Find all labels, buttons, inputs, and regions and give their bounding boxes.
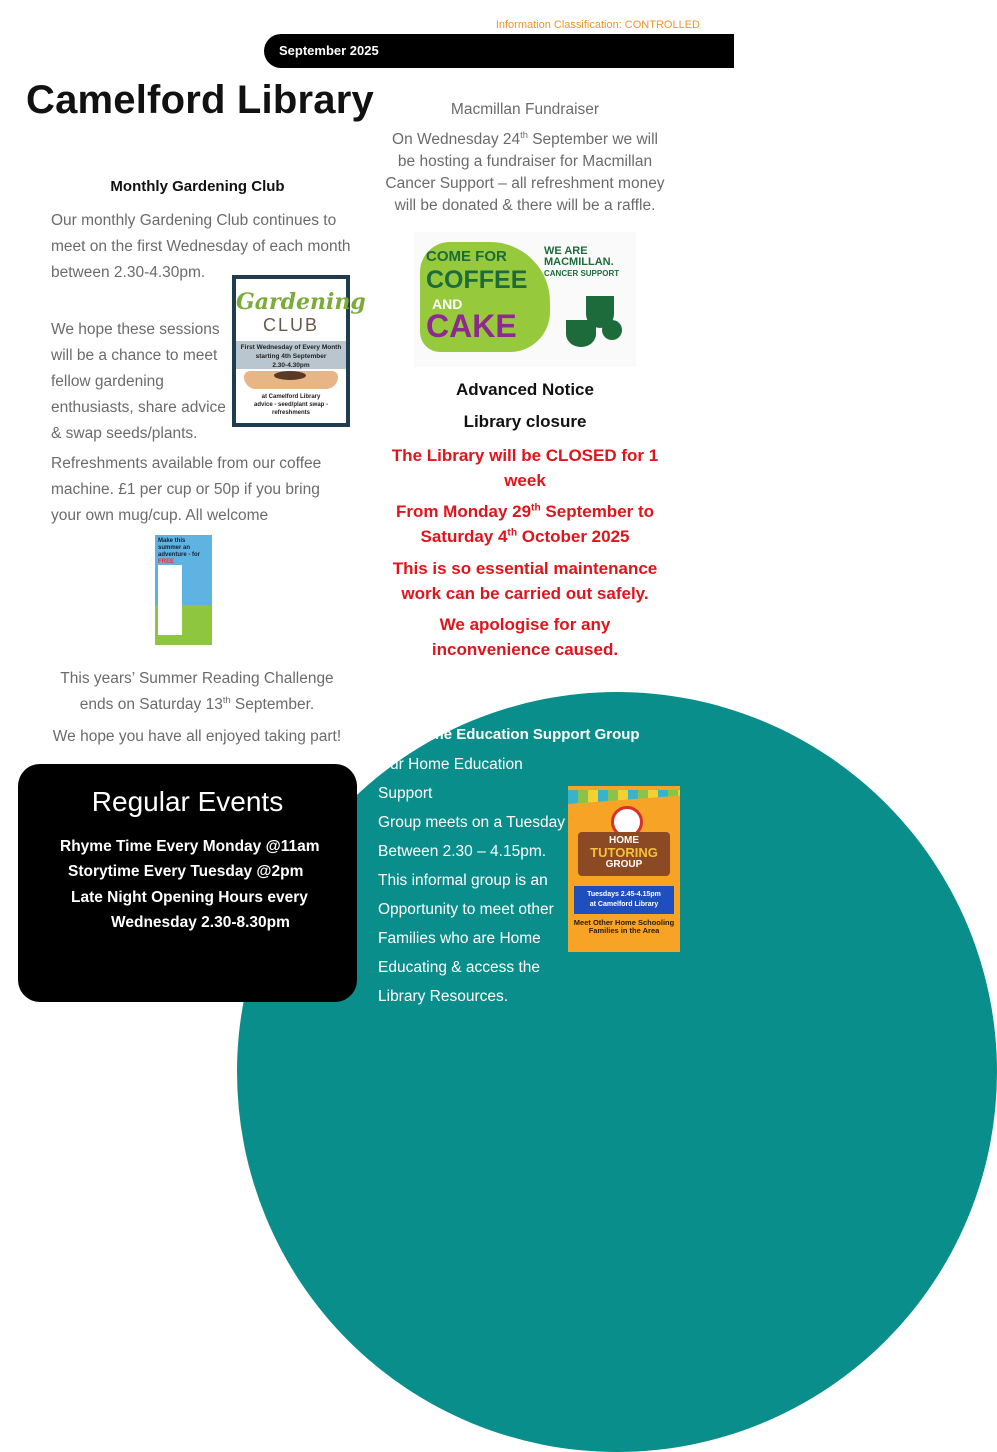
- macmillan-text: On Wednesday 24: [392, 131, 521, 148]
- date-banner: [264, 34, 734, 68]
- gardening-club-poster: [232, 275, 366, 427]
- home-education-line: Library Resources.: [378, 988, 509, 1005]
- poster-tutoring: TUTORING: [590, 845, 658, 860]
- home-education-line: Opportunity to meet other: [378, 901, 554, 918]
- closure-date-text: September to Saturday 4: [420, 502, 655, 546]
- wooden-sign: [578, 832, 670, 876]
- ordinal: th: [222, 694, 231, 705]
- summer-poster-footer-bar: [155, 645, 212, 655]
- ordinal: th: [507, 527, 518, 539]
- closure-reason: This is so essential maintenance work can be carried out safely.: [392, 559, 658, 603]
- event-late-night-time: [111, 914, 290, 932]
- summer-text: This years’ Summer Reading Challenge ends on Saturday 13: [60, 670, 334, 713]
- regular-events-title: Regular Events: [91, 786, 284, 817]
- summer-poster-title-text: Make this summer an adventure - for: [158, 538, 201, 558]
- closure-apology: We apologise for any inconvenience caused.: [431, 615, 619, 659]
- poster-schedule-box: [574, 886, 674, 914]
- closure-date-text: From Monday 29: [395, 502, 532, 521]
- event-late-night: Late Night Opening Hours every: [71, 889, 308, 906]
- home-education-line: Families who are Home: [378, 930, 541, 947]
- closure-duration: The Library will be CLOSED for 1 week: [391, 446, 659, 490]
- poster-home: HOME: [609, 835, 639, 846]
- home-education-line: This informal group is an: [378, 872, 548, 889]
- event-hours: 2.30-8.30pm: [196, 914, 290, 931]
- poster-band: [236, 341, 346, 369]
- poster-schedule-line: Tuesdays 2.45-4.15pm: [587, 891, 661, 898]
- home-education-line: Our Home Education Support: [378, 756, 523, 802]
- logo-text: CANCER SUPPORT: [544, 269, 620, 278]
- poster-band-line: 2.30-4.30pm: [272, 362, 310, 369]
- closure-dates: [382, 499, 668, 549]
- macmillan-text: September we will be hosting a fundraiser for Macmillan Cancer Support – all refreshment money will be donated & there will be a raffle.: [385, 131, 665, 214]
- home-education-line: Group meets on a Tuesday: [378, 814, 565, 831]
- poster-group: GROUP: [605, 859, 643, 870]
- regular-events-panel: [18, 764, 357, 1002]
- logo-and: AND: [432, 296, 463, 312]
- logo-come-for: COME FOR: [426, 248, 507, 265]
- classification-label: Information Classification: CONTROLLED: [495, 19, 700, 31]
- poster-title: Gardening: [236, 289, 366, 315]
- poster-meet-text: Meet Other Home Schooling Families in the Area: [573, 918, 675, 935]
- summer-text: September.: [230, 696, 315, 713]
- home-education-line: Educating & access the: [378, 959, 540, 976]
- gardening-para-1: Our monthly Gardening Club continues to meet on the first Wednesday of each month between 2.30-4.30pm.: [51, 212, 351, 281]
- macmillan-body: [384, 129, 666, 217]
- bunting-icon: [568, 790, 680, 804]
- event-storytime: Storytime Every Tuesday @2pm: [68, 863, 304, 880]
- poster-band-line: starting 4th September: [255, 353, 327, 360]
- event-day: Wednesday: [111, 914, 197, 931]
- ordinal: th: [520, 129, 528, 140]
- logo-cake: CAKE: [426, 308, 517, 344]
- macmillan-heading: Macmillan Fundraiser: [450, 101, 600, 118]
- summer-poster-info-box: [158, 565, 182, 635]
- logo-text: WE ARE: [544, 245, 588, 257]
- summer-reading-text: [52, 666, 342, 718]
- library-closure-heading: Library closure: [463, 412, 587, 431]
- soil-seedling-icon: [274, 371, 306, 380]
- logo-we-are-macmillan: [544, 246, 619, 279]
- event-name: Rhyme Time: [60, 838, 152, 855]
- summer-reading-poster: [155, 535, 212, 655]
- advanced-notice-heading: Advanced Notice: [456, 380, 594, 399]
- poster-schedule-line: at Camelford Library: [589, 901, 659, 908]
- poster-footer: [236, 393, 346, 417]
- poster-footer-line: at Camelford Library: [261, 394, 321, 400]
- gardening-heading: Monthly Gardening Club: [110, 178, 285, 195]
- poster-footer-line: advice - seed/plant swap - refreshments: [253, 402, 329, 416]
- poster-band-line: First Wednesday of Every Month: [240, 344, 342, 351]
- home-education-line: Between 2.30 – 4.15pm.: [378, 843, 547, 860]
- gardening-para-3: Refreshments available from our coffee machine. £1 per cup or 50p if you bring your own mug/cup. All welcome: [51, 455, 322, 524]
- home-education-body: [378, 750, 568, 1011]
- poster-subtitle: CLUB: [262, 315, 319, 335]
- logo-coffee: COFFEE: [426, 266, 528, 294]
- summer-poster-free: FREE: [158, 559, 175, 565]
- issue-date: September 2025: [279, 43, 379, 58]
- coffee-cups-icon: [564, 294, 624, 349]
- home-education-heading: Home Education Support Group: [410, 726, 640, 743]
- summer-poster-title: [158, 538, 209, 566]
- closure-date-text: October 2025: [517, 527, 630, 546]
- page-title: Camelford Library: [26, 78, 374, 122]
- summer-reading-closing: We hope you have all enjoyed taking part!: [52, 728, 342, 745]
- home-tutoring-poster: [568, 786, 680, 952]
- event-schedule: Every Monday @11am: [151, 838, 320, 855]
- logo-text: MACMILLAN.: [544, 256, 614, 268]
- event-rhyme-time: [60, 838, 320, 856]
- gardening-para-2: We hope these sessions will be a chance to meet fellow gardening enthusiasts, share advice & swap seeds/plants.: [51, 321, 226, 442]
- ordinal: th: [531, 502, 541, 514]
- macmillan-coffee-morning-logo: [414, 232, 636, 367]
